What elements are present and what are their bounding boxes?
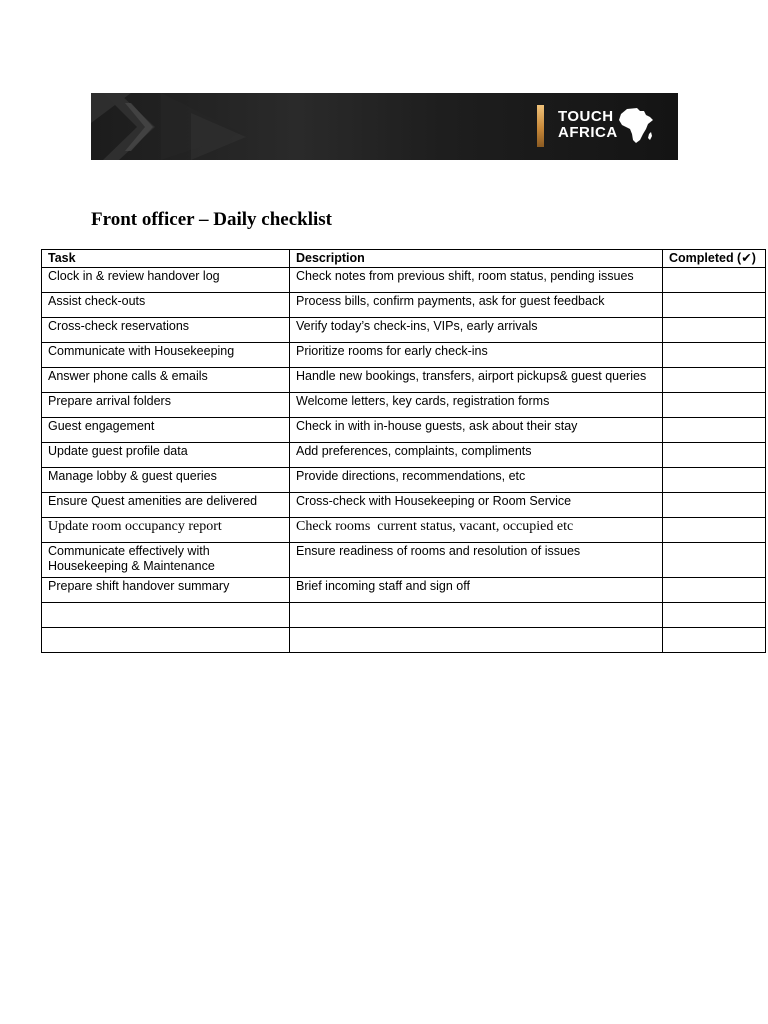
completed-cell[interactable] [663, 493, 766, 518]
task-cell: Answer phone calls & emails [42, 368, 290, 393]
table-row [42, 418, 766, 443]
description-cell: Ensure readiness of rooms and resolution of issues [290, 543, 663, 578]
completed-cell[interactable] [663, 543, 766, 578]
header-task: Task [42, 250, 290, 268]
description-cell: Check rooms current status, vacant, occupied etc [290, 518, 663, 543]
table-row [42, 318, 766, 343]
task-cell: Clock in & review handover log [42, 268, 290, 293]
table-row [42, 603, 766, 628]
completed-cell[interactable] [663, 578, 766, 603]
task-cell: Update room occupancy report [42, 518, 290, 543]
task-cell: Prepare shift handover summary [42, 578, 290, 603]
table-row [42, 578, 766, 603]
task-cell: Guest engagement [42, 418, 290, 443]
description-cell: Provide directions, recommendations, etc [290, 468, 663, 493]
daily-checklist-table [41, 249, 766, 653]
document-title: Front officer – Daily checklist [91, 209, 332, 230]
logo-accent-bar [537, 105, 544, 147]
task-cell [42, 628, 290, 653]
completed-cell[interactable] [663, 343, 766, 368]
table-row [42, 443, 766, 468]
task-cell: Cross-check reservations [42, 318, 290, 343]
completed-cell[interactable] [663, 368, 766, 393]
table-row [42, 518, 766, 543]
description-cell: Check in with in-house guests, ask about their stay [290, 418, 663, 443]
table-row [42, 493, 766, 518]
table-row [42, 468, 766, 493]
description-cell: Prioritize rooms for early check-ins [290, 343, 663, 368]
task-cell: Update guest profile data [42, 443, 290, 468]
task-cell: Assist check-outs [42, 293, 290, 318]
task-cell: Ensure Quest amenities are delivered [42, 493, 290, 518]
description-cell: Verify today’s check-ins, VIPs, early arrivals [290, 318, 663, 343]
table-row [42, 343, 766, 368]
task-cell: Manage lobby & guest queries [42, 468, 290, 493]
logo-line-1: TOUCH [558, 108, 614, 125]
description-cell: Welcome letters, key cards, registration forms [290, 393, 663, 418]
completed-cell[interactable] [663, 628, 766, 653]
description-cell [290, 628, 663, 653]
completed-cell[interactable] [663, 268, 766, 293]
table-row [42, 393, 766, 418]
completed-cell[interactable] [663, 293, 766, 318]
description-cell: Process bills, confirm payments, ask for guest feedback [290, 293, 663, 318]
table-row [42, 293, 766, 318]
table-row [42, 368, 766, 393]
task-cell: Prepare arrival folders [42, 393, 290, 418]
description-cell: Add preferences, complaints, compliments [290, 443, 663, 468]
logo-line-2: AFRICA [558, 124, 618, 141]
task-cell [42, 603, 290, 628]
description-cell [290, 603, 663, 628]
header-completed: Completed (✔) [663, 250, 766, 268]
completed-cell[interactable] [663, 468, 766, 493]
task-cell: Communicate with Housekeeping [42, 343, 290, 368]
description-cell: Handle new bookings, transfers, airport pickups& guest queries [290, 368, 663, 393]
brand-logo [558, 109, 618, 141]
table-row [42, 628, 766, 653]
table-row [42, 543, 766, 578]
completed-cell[interactable] [663, 393, 766, 418]
completed-cell[interactable] [663, 418, 766, 443]
description-cell: Check notes from previous shift, room status, pending issues [290, 268, 663, 293]
completed-cell[interactable] [663, 603, 766, 628]
header-banner [91, 93, 678, 160]
table-header-row [42, 250, 766, 268]
completed-cell[interactable] [663, 443, 766, 468]
task-cell: Communicate effectively with Housekeeping & Maintenance [42, 543, 290, 578]
completed-cell[interactable] [663, 518, 766, 543]
description-cell: Cross-check with Housekeeping or Room Service [290, 493, 663, 518]
header-description: Description [290, 250, 663, 268]
table-row [42, 268, 766, 293]
description-cell: Brief incoming staff and sign off [290, 578, 663, 603]
completed-cell[interactable] [663, 318, 766, 343]
africa-continent-icon [618, 107, 654, 145]
